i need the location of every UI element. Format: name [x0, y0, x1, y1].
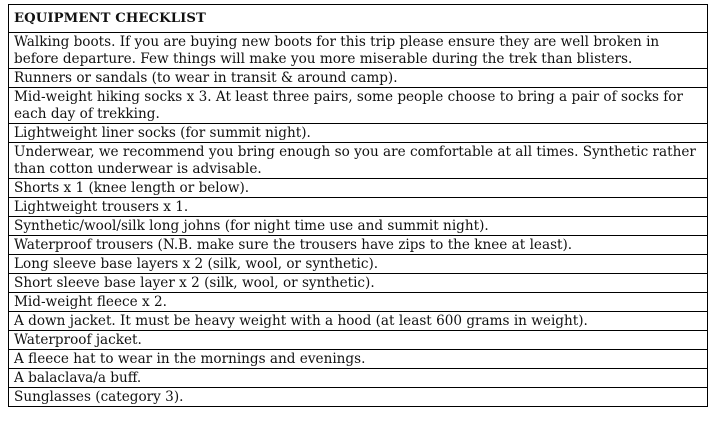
checklist-item-underwear: Underwear, we recommend you bring enough so you are comfortable at all times. Synthetic rather than cotton underwear is advisable.	[9, 143, 708, 179]
checklist-item-shorts: Shorts x 1 (knee length or below).	[9, 179, 708, 198]
table-row	[9, 331, 708, 350]
checklist-item-trousers: Lightweight trousers x 1.	[9, 198, 708, 217]
table-row	[9, 88, 708, 124]
table-row	[9, 350, 708, 369]
table-row	[9, 312, 708, 331]
table-row	[9, 236, 708, 255]
checklist-item-waterproof-jacket: Waterproof jacket.	[9, 331, 708, 350]
table-row	[9, 369, 708, 388]
checklist-item-long-sleeve-base: Long sleeve base layers x 2 (silk, wool, or synthetic).	[9, 255, 708, 274]
checklist-item-walking-boots: Walking boots. If you are buying new boots for this trip please ensure they are well broken in before departure. Few things will make you more miserable during the trek than blisters.	[9, 33, 708, 69]
checklist-item-waterproof-trousers: Waterproof trousers (N.B. make sure the trousers have zips to the knee at least).	[9, 236, 708, 255]
table-row	[9, 255, 708, 274]
table-header: EQUIPMENT CHECKLIST	[9, 5, 708, 33]
checklist-item-fleece-hat: A fleece hat to wear in the mornings and evenings.	[9, 350, 708, 369]
table-row	[9, 274, 708, 293]
table-row	[9, 198, 708, 217]
checklist-item-liner-socks: Lightweight liner socks (for summit night).	[9, 124, 708, 143]
checklist-item-long-johns: Synthetic/wool/silk long johns (for night time use and summit night).	[9, 217, 708, 236]
checklist-item-runners: Runners or sandals (to wear in transit & around camp).	[9, 69, 708, 88]
table-row	[9, 179, 708, 198]
checklist-item-balaclava: A balaclava/a buff.	[9, 369, 708, 388]
equipment-checklist-table	[8, 4, 708, 407]
table-row	[9, 143, 708, 179]
table-row	[9, 69, 708, 88]
checklist-item-fleece: Mid-weight fleece x 2.	[9, 293, 708, 312]
checklist-item-hiking-socks: Mid-weight hiking socks x 3. At least three pairs, some people choose to bring a pair of socks for each day of trekking.	[9, 88, 708, 124]
table-row	[9, 293, 708, 312]
checklist-item-sunglasses: Sunglasses (category 3).	[9, 388, 708, 407]
table-row	[9, 33, 708, 69]
checklist-item-down-jacket: A down jacket. It must be heavy weight with a hood (at least 600 grams in weight).	[9, 312, 708, 331]
checklist-item-short-sleeve-base: Short sleeve base layer x 2 (silk, wool, or synthetic).	[9, 274, 708, 293]
table-row	[9, 217, 708, 236]
table-row	[9, 124, 708, 143]
table-row	[9, 388, 708, 407]
table-header-row	[9, 5, 708, 33]
